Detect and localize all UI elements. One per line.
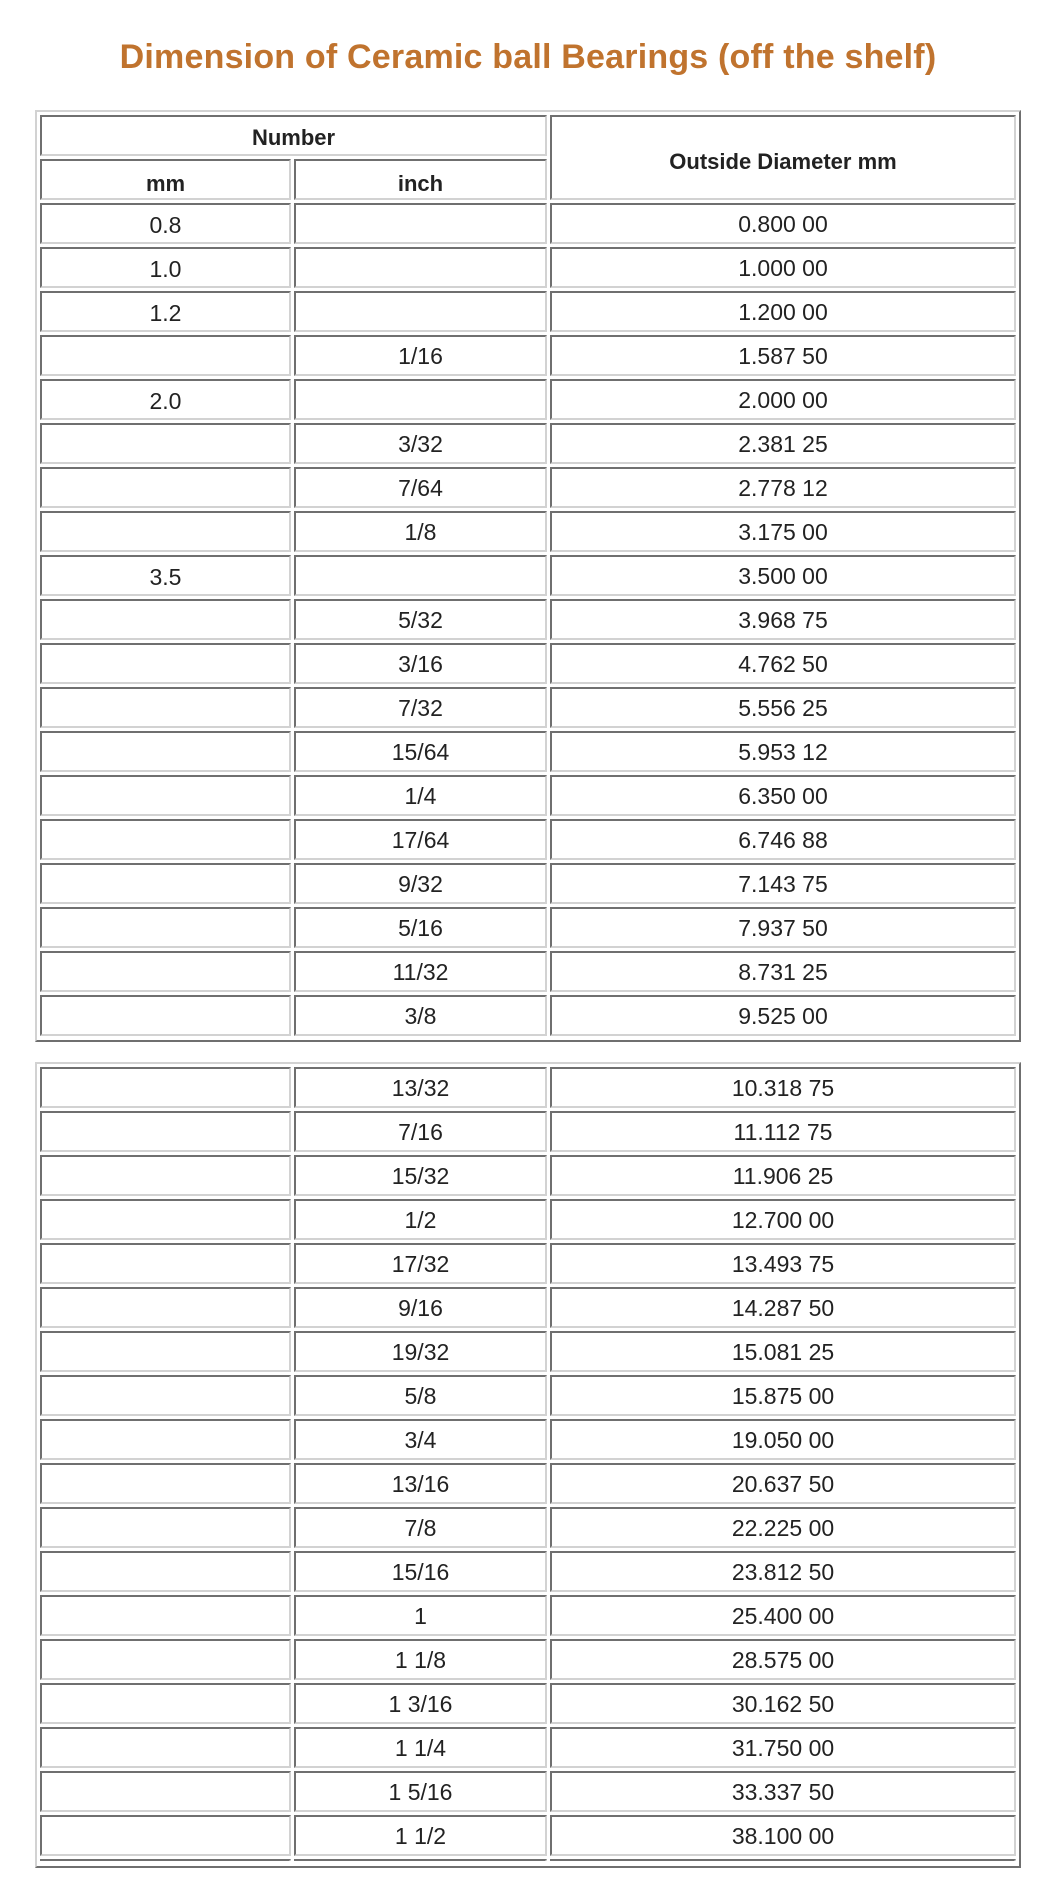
mm-cell: 2.0	[40, 379, 291, 420]
number-header: Number	[40, 115, 547, 156]
inch-cell: 1/16	[294, 335, 547, 376]
mm-cell	[40, 995, 291, 1036]
inch-cell	[294, 247, 547, 288]
table-row-continued	[40, 1859, 1016, 1861]
table-row	[40, 1375, 1016, 1416]
mm-cell	[40, 687, 291, 728]
inch-cell: 7/8	[294, 1507, 547, 1548]
mm-cell	[40, 1243, 291, 1284]
inch-cell	[294, 291, 547, 332]
od-cell: 31.750 00	[550, 1727, 1016, 1768]
mm-cell	[40, 863, 291, 904]
od-cell: 3.968 75	[550, 599, 1016, 640]
od-cell: 5.556 25	[550, 687, 1016, 728]
bearing-dimensions-table-2	[35, 1062, 1021, 1868]
mm-cell	[40, 1595, 291, 1636]
inch-cell: 17/32	[294, 1243, 547, 1284]
mm-cell	[40, 1639, 291, 1680]
inch-cell: 15/16	[294, 1551, 547, 1592]
table-row	[40, 1639, 1016, 1680]
mm-cell	[40, 1199, 291, 1240]
inch-cell: 15/32	[294, 1155, 547, 1196]
table-row	[40, 731, 1016, 772]
od-cell: 0.800 00	[550, 203, 1016, 244]
inch-cell: 1 1/8	[294, 1639, 547, 1680]
od-cell: 1.000 00	[550, 247, 1016, 288]
mm-header: mm	[40, 159, 291, 200]
od-cell: 7.143 75	[550, 863, 1016, 904]
table-row	[40, 951, 1016, 992]
od-cell: 11.112 75	[550, 1111, 1016, 1152]
table-row	[40, 1287, 1016, 1328]
inch-cell: 9/32	[294, 863, 547, 904]
od-cell: 23.812 50	[550, 1551, 1016, 1592]
table-row	[40, 1155, 1016, 1196]
inch-cell: 7/32	[294, 687, 547, 728]
mm-cell	[40, 1771, 291, 1812]
table-row	[40, 1727, 1016, 1768]
table-row	[40, 423, 1016, 464]
mm-cell	[40, 1111, 291, 1152]
table-row	[40, 1111, 1016, 1152]
empty-cell	[294, 1859, 547, 1861]
inch-cell: 15/64	[294, 731, 547, 772]
inch-cell: 17/64	[294, 819, 547, 860]
mm-cell: 1.2	[40, 291, 291, 332]
table-row	[40, 1771, 1016, 1812]
inch-cell: 5/32	[294, 599, 547, 640]
table-row	[40, 247, 1016, 288]
od-cell: 1.587 50	[550, 335, 1016, 376]
mm-cell	[40, 511, 291, 552]
od-cell: 4.762 50	[550, 643, 1016, 684]
od-cell: 9.525 00	[550, 995, 1016, 1036]
od-cell: 12.700 00	[550, 1199, 1016, 1240]
inch-cell: 5/16	[294, 907, 547, 948]
od-cell: 7.937 50	[550, 907, 1016, 948]
empty-cell	[40, 1859, 291, 1861]
od-cell: 13.493 75	[550, 1243, 1016, 1284]
mm-cell	[40, 1287, 291, 1328]
mm-cell	[40, 423, 291, 464]
od-cell: 6.350 00	[550, 775, 1016, 816]
od-cell: 10.318 75	[550, 1067, 1016, 1108]
od-cell: 19.050 00	[550, 1419, 1016, 1460]
mm-cell	[40, 819, 291, 860]
table-row	[40, 907, 1016, 948]
od-cell: 1.200 00	[550, 291, 1016, 332]
table-2-grid	[37, 1064, 1019, 1864]
inch-cell: 3/32	[294, 423, 547, 464]
mm-cell	[40, 1155, 291, 1196]
inch-cell: 11/32	[294, 951, 547, 992]
mm-cell	[40, 1551, 291, 1592]
inch-cell: 13/16	[294, 1463, 547, 1504]
table-row	[40, 863, 1016, 904]
table-row	[40, 1463, 1016, 1504]
table-row	[40, 1683, 1016, 1724]
mm-cell	[40, 1067, 291, 1108]
table-row	[40, 819, 1016, 860]
od-cell: 20.637 50	[550, 1463, 1016, 1504]
table-row	[40, 291, 1016, 332]
mm-cell	[40, 1419, 291, 1460]
mm-cell: 0.8	[40, 203, 291, 244]
inch-cell: 13/32	[294, 1067, 547, 1108]
mm-cell	[40, 951, 291, 992]
mm-cell	[40, 1507, 291, 1548]
inch-cell	[294, 203, 547, 244]
table-row	[40, 1419, 1016, 1460]
inch-header: inch	[294, 159, 547, 200]
table-row	[40, 643, 1016, 684]
inch-cell: 1	[294, 1595, 547, 1636]
mm-cell	[40, 335, 291, 376]
od-cell: 30.162 50	[550, 1683, 1016, 1724]
mm-cell: 1.0	[40, 247, 291, 288]
od-cell: 2.381 25	[550, 423, 1016, 464]
inch-cell: 3/4	[294, 1419, 547, 1460]
table-row	[40, 1199, 1016, 1240]
inch-cell: 1/2	[294, 1199, 547, 1240]
od-cell: 15.081 25	[550, 1331, 1016, 1372]
od-cell: 3.175 00	[550, 511, 1016, 552]
mm-cell	[40, 599, 291, 640]
table-row	[40, 1551, 1016, 1592]
table-1-grid	[37, 112, 1019, 1039]
inch-cell: 3/8	[294, 995, 547, 1036]
mm-cell	[40, 643, 291, 684]
table-row	[40, 1331, 1016, 1372]
table-1-body	[40, 203, 1016, 1036]
inch-cell: 5/8	[294, 1375, 547, 1416]
od-cell: 2.000 00	[550, 379, 1016, 420]
mm-cell	[40, 1727, 291, 1768]
mm-cell	[40, 1815, 291, 1856]
table-row	[40, 1595, 1016, 1636]
mm-cell	[40, 1375, 291, 1416]
inch-cell: 19/32	[294, 1331, 547, 1372]
table-row	[40, 467, 1016, 508]
table-row	[40, 1243, 1016, 1284]
page-title: Dimension of Ceramic ball Bearings (off the shelf)	[119, 38, 937, 76]
table-row	[40, 1067, 1016, 1108]
mm-cell: 3.5	[40, 555, 291, 596]
table-row	[40, 555, 1016, 596]
od-cell: 33.337 50	[550, 1771, 1016, 1812]
mm-cell	[40, 1463, 291, 1504]
od-cell: 25.400 00	[550, 1595, 1016, 1636]
table-row	[40, 687, 1016, 728]
mm-cell	[40, 731, 291, 772]
bearing-dimensions-table-1	[35, 110, 1021, 1042]
inch-cell: 9/16	[294, 1287, 547, 1328]
od-cell: 8.731 25	[550, 951, 1016, 992]
header-row-1	[40, 115, 1016, 156]
mm-cell	[40, 467, 291, 508]
inch-cell: 1/4	[294, 775, 547, 816]
inch-cell	[294, 379, 547, 420]
od-cell: 6.746 88	[550, 819, 1016, 860]
table-row	[40, 511, 1016, 552]
od-cell: 38.100 00	[550, 1815, 1016, 1856]
inch-cell: 1 3/16	[294, 1683, 547, 1724]
od-cell: 11.906 25	[550, 1155, 1016, 1196]
inch-cell: 1/8	[294, 511, 547, 552]
od-cell: 5.953 12	[550, 731, 1016, 772]
inch-cell: 7/64	[294, 467, 547, 508]
table-2-body	[40, 1067, 1016, 1861]
inch-cell: 1 1/2	[294, 1815, 547, 1856]
od-cell: 3.500 00	[550, 555, 1016, 596]
table-row	[40, 775, 1016, 816]
inch-cell	[294, 555, 547, 596]
table-row	[40, 203, 1016, 244]
mm-cell	[40, 1331, 291, 1372]
empty-cell	[550, 1859, 1016, 1861]
table-row	[40, 1507, 1016, 1548]
od-cell: 15.875 00	[550, 1375, 1016, 1416]
table-row	[40, 379, 1016, 420]
outside-diameter-header: Outside Diameter mm	[550, 115, 1016, 200]
inch-cell: 1 5/16	[294, 1771, 547, 1812]
od-cell: 14.287 50	[550, 1287, 1016, 1328]
inch-cell: 1 1/4	[294, 1727, 547, 1768]
od-cell: 22.225 00	[550, 1507, 1016, 1548]
mm-cell	[40, 907, 291, 948]
od-cell: 28.575 00	[550, 1639, 1016, 1680]
od-cell: 2.778 12	[550, 467, 1016, 508]
table-row	[40, 995, 1016, 1036]
table-row	[40, 335, 1016, 376]
inch-cell: 3/16	[294, 643, 547, 684]
inch-cell: 7/16	[294, 1111, 547, 1152]
mm-cell	[40, 1683, 291, 1724]
mm-cell	[40, 775, 291, 816]
table-row	[40, 1815, 1016, 1856]
table-row	[40, 599, 1016, 640]
